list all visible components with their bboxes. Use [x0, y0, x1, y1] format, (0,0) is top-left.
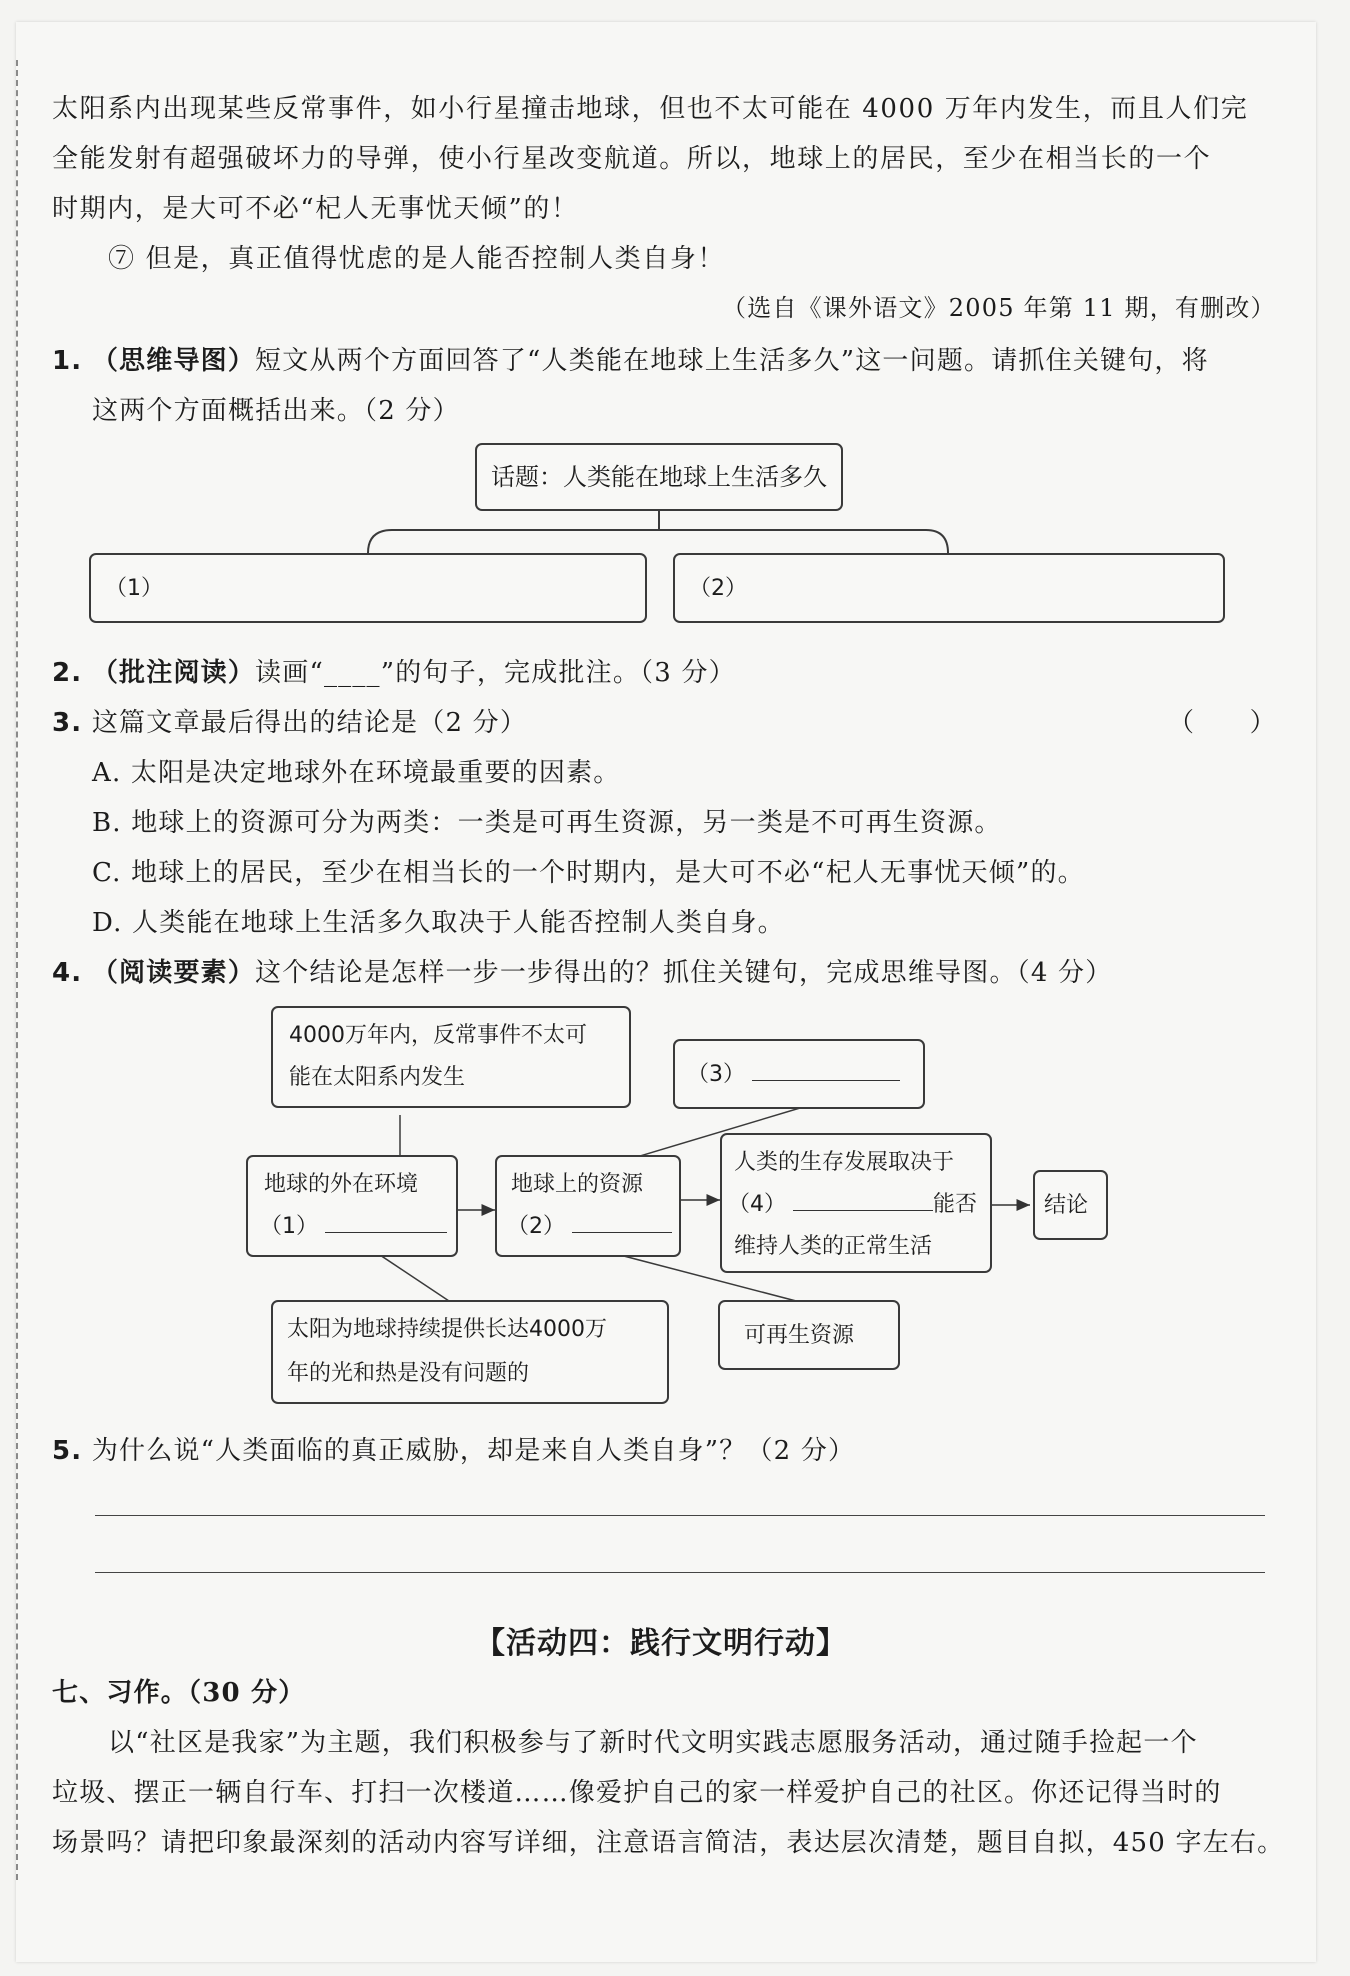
mindmap-box-survival-line-3: 维持人类的正常生活 — [734, 1234, 933, 1259]
mindmap-box-resources[interactable] — [495, 1155, 681, 1257]
mindmap-box-environment-slot — [260, 1207, 447, 1247]
mindmap-slot-1-label: （1） — [260, 1214, 318, 1239]
mindmap-slot-3-label: （3） — [687, 1062, 745, 1087]
section-7-title — [52, 1672, 305, 1709]
mindmap-box-survival-line-2 — [728, 1185, 977, 1225]
activity-heading: 【活动四：践行文明行动】 — [475, 1626, 847, 1661]
answer-box-2-label: （2） — [689, 576, 747, 601]
question-text: 读画“____”的句子，完成批注。（3 分） — [255, 658, 736, 688]
question-tag: （批注阅读） — [91, 658, 256, 688]
mindmap-box-anomaly-line-1: 4000万年内，反常事件不太可 — [289, 1023, 587, 1048]
mindmap-box-3[interactable] — [673, 1039, 925, 1109]
mindmap-box-sun-line-2: 年的光和热是没有问题的 — [287, 1361, 530, 1386]
question-number: 2. — [52, 658, 83, 688]
mindmap-box-survival[interactable] — [720, 1133, 992, 1273]
mindmap-box-conclusion-text: 结论 — [1044, 1193, 1089, 1218]
mindmap-box-renewable — [718, 1300, 900, 1370]
question-number: 4. — [52, 958, 83, 988]
option-c[interactable]: C. 地球上的居民，至少在相当长的一个时期内，是大可不必“杞人无事忧天倾”的。 — [92, 858, 1085, 888]
mindmap-box-3-content — [687, 1055, 900, 1095]
writing-prompt-line-3: 场景吗？请把印象最深刻的活动内容写详细，注意语言简洁，表达层次清楚，题目自拟，450 字左右。 — [52, 1828, 1285, 1858]
question-text: 为什么说“人类面临的真正威胁，却是来自人类自身”？（2 分） — [91, 1436, 856, 1466]
mindmap-box-renewable-text: 可再生资源 — [744, 1323, 855, 1348]
mindmap-slot-2-label: （2） — [507, 1214, 565, 1239]
mindmap-box-survival-line-1: 人类的生存发展取决于 — [734, 1150, 955, 1175]
option-a[interactable]: A. 太阳是决定地球外在环境最重要的因素。 — [92, 758, 621, 788]
question-number: 1. — [52, 346, 83, 376]
option-b[interactable]: B. 地球上的资源可分为两类：一类是可再生资源，另一类是不可再生资源。 — [92, 808, 1002, 838]
question-1-line-2: 这两个方面概括出来。（2 分） — [92, 396, 460, 426]
mindmap-blank-1[interactable] — [325, 1214, 447, 1233]
mindmap-box-conclusion — [1033, 1170, 1108, 1240]
writing-prompt-line-1: 以“社区是我家”为主题，我们积极参与了新时代文明实践志愿服务活动，通过随手捡起一个 — [108, 1728, 1198, 1758]
mindmap-slot-4-label: （4） — [728, 1192, 786, 1217]
question-tag: （思维导图） — [91, 346, 256, 376]
section-7-label: 七、习作。 — [52, 1678, 189, 1708]
mindmap-box-environment[interactable] — [246, 1155, 458, 1257]
question-text: 短文从两个方面回答了“人类能在地球上生活多久”这一问题。请抓住关键句，将 — [255, 346, 1209, 376]
answer-line-1[interactable] — [95, 1515, 1265, 1516]
topic-text: 话题：人类能在地球上生活多久 — [491, 463, 827, 491]
mindmap-blank-4[interactable] — [793, 1192, 933, 1211]
answer-box-1-label: （1） — [105, 576, 163, 601]
section-7-score: （30 分） — [188, 1678, 306, 1708]
writing-prompt-line-2: 垃圾、摆正一辆自行车、打扫一次楼道……像爱护自己的家一样爱护自己的社区。你还记得当时的 — [52, 1778, 1222, 1808]
passage-line-2: 全能发射有超强破坏力的导弹，使小行星改变航道。所以，地球上的居民，至少在相当长的一个 — [52, 144, 1212, 174]
mindmap-box-anomaly-line-2: 能在太阳系内发生 — [289, 1065, 466, 1090]
passage-source: （选自《课外语文》2005 年第 11 期，有删改） — [722, 294, 1276, 322]
question-5 — [52, 1430, 855, 1467]
mindmap-box-resources-title: 地球上的资源 — [511, 1172, 644, 1197]
question-number: 3. — [52, 708, 83, 738]
passage-line-3: 时期内，是大可不必“杞人无事忧天倾”的！ — [52, 194, 579, 224]
passage-paragraph-7: ⑦ 但是，真正值得忧虑的是人能否控制人类自身！ — [108, 244, 726, 274]
question-number: 5. — [52, 1436, 83, 1466]
question-text: 这篇文章最后得出的结论是（2 分） — [91, 708, 528, 738]
mindmap-box-resources-slot — [507, 1207, 672, 1247]
question-tag: （阅读要素） — [91, 958, 256, 988]
mindmap-box-sun — [271, 1300, 669, 1404]
option-d[interactable]: D. 人类能在地球上生活多久取决于人能否控制人类自身。 — [92, 908, 785, 938]
answer-bracket[interactable]: （ ） — [1168, 708, 1277, 738]
mindmap-blank-2[interactable] — [572, 1214, 672, 1233]
question-text: 这个结论是怎样一步一步得出的？抓住关键句，完成思维导图。（4 分） — [255, 958, 1113, 988]
mindmap-box-anomaly — [271, 1006, 631, 1108]
mindmap-slot-4-suffix: 能否 — [933, 1192, 978, 1217]
mindmap-blank-3[interactable] — [752, 1062, 900, 1081]
answer-line-2[interactable] — [95, 1572, 1265, 1573]
mindmap-box-environment-title: 地球的外在环境 — [264, 1172, 419, 1197]
mindmap-box-sun-line-1: 太阳为地球持续提供长达4000万 — [287, 1317, 607, 1342]
passage-line-1: 太阳系内出现某些反常事件，如小行星撞击地球，但也不太可能在 4000 万年内发生，而且人们完 — [52, 94, 1249, 124]
